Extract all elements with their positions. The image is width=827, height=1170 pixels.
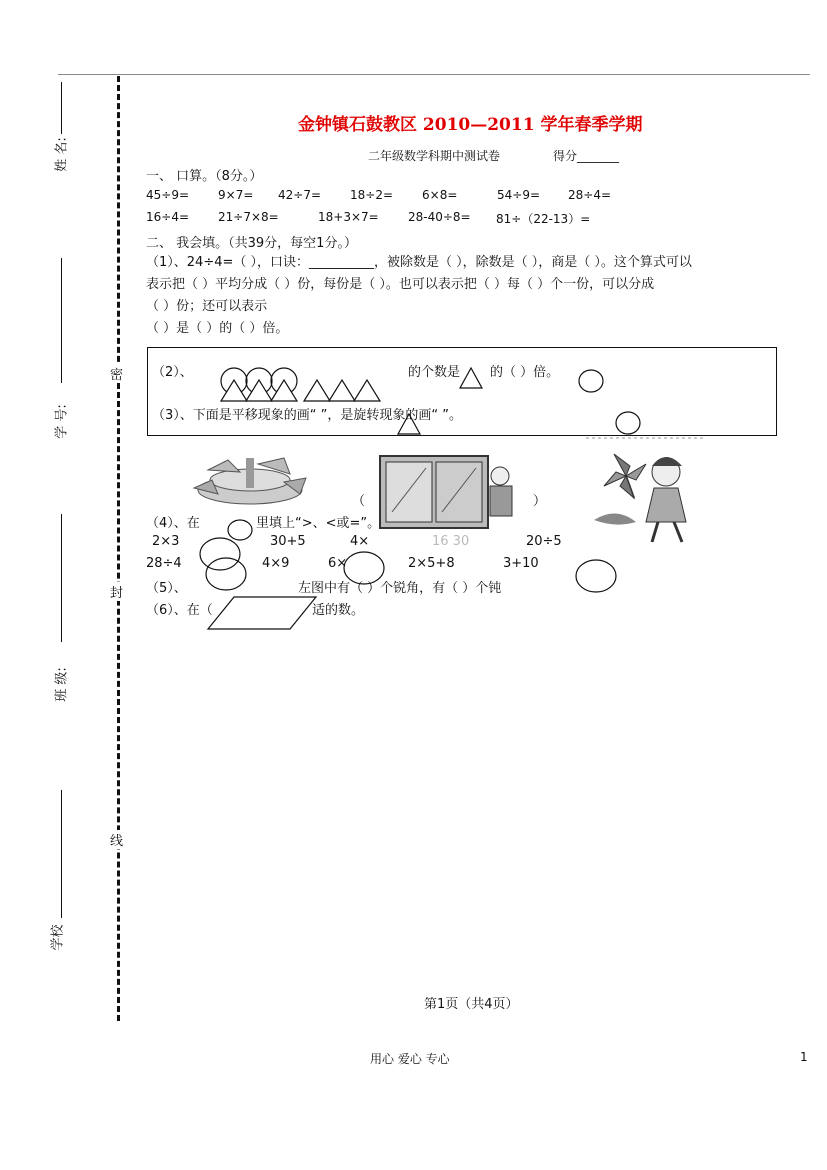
calc-item: 18÷2= [350, 188, 394, 202]
section2-heading: 二、 我会填。（共39分，每空1分。） [146, 236, 357, 251]
score-label: 得分_______ [553, 149, 620, 163]
class-underline [61, 514, 62, 642]
q2-middle: 的个数是 [408, 365, 461, 380]
q1-line2: 表示把（ ）平均分成（ ）份，每份是（ ）。也可以表示把（ ）每（ ）个一份，可以分成 [146, 277, 655, 292]
number-label: 学 号: [54, 404, 70, 439]
compare-item: 6× [328, 556, 348, 571]
parallelogram-figure [206, 594, 318, 632]
school-underline [61, 790, 62, 918]
q1-line3: （ ）份；还可以表示 [146, 299, 268, 314]
compare-item: 30+5 [270, 534, 306, 549]
number-underline [61, 258, 62, 383]
exam-title: 金钟镇石鼓教区 2010—2011 学年春季学期 [298, 115, 643, 135]
circles-and-triangles-figure [216, 364, 386, 404]
top-rule [58, 74, 810, 75]
q5-text-b: 左图中有（ ）个锐角，有（ ）个钝 [298, 581, 502, 596]
seal-char-mi: 密 [110, 364, 123, 383]
calc-item: 54÷9= [497, 188, 541, 202]
class-label: 班 级: [54, 667, 70, 702]
compare-item: 28÷4 [146, 556, 182, 571]
q6-text-b: 适的数。 [312, 603, 365, 618]
exam-subtitle: 二年级数学科期中测试卷 [368, 149, 501, 163]
compare-item: 4×9 [262, 556, 290, 571]
q4-text-a: （4）、在 [146, 516, 200, 531]
pinwheel-girl-picture [586, 436, 706, 548]
q3-paren-right: ） [533, 494, 547, 509]
triangle-icon [396, 412, 422, 436]
compare-item: 3+10 [503, 556, 539, 571]
circle-icon [204, 556, 248, 592]
calc-item: 16÷4= [146, 210, 190, 224]
q2-prefix: （2）、 [152, 365, 193, 380]
calc-item: 45÷9= [146, 188, 190, 202]
q5-text-a: （5）、 [146, 581, 187, 596]
compare-item: 16 30 [432, 534, 470, 549]
sliding-window-picture [378, 452, 518, 532]
calc-item: 9×7= [218, 188, 254, 202]
seal-char-xian: 线 [110, 830, 123, 849]
section1-heading: 一、 口算。（8分。） [146, 169, 263, 184]
q1-line1: （1）、24÷4=（ ），口诀：__________，被除数是（ ），除数是（ ），商是（ ）。这个算式可以 [146, 255, 692, 270]
seal-char-feng: 封 [110, 582, 123, 601]
compare-item: 4× [350, 534, 370, 549]
calc-item: 28÷4= [568, 188, 612, 202]
q3-text: （3）、下面是平移现象的画“ ”，是旋转现象的画“ ”。 [152, 408, 462, 423]
q1-line4: （ ）是（ ）的（ ）倍。 [146, 321, 289, 336]
triangle-icon [458, 366, 484, 390]
q3-paren-left: （ [352, 494, 366, 509]
calc-item: 81÷（22-13）= [496, 212, 591, 226]
q6-text-a: （6）、在（ [146, 603, 213, 618]
q4-text-b: 里填上“>、<或=”。 [256, 516, 381, 531]
circle-icon [614, 410, 642, 436]
compare-item: 2×5+8 [408, 556, 455, 571]
compare-item: 20÷5 [526, 534, 562, 549]
calc-item: 6×8= [422, 188, 458, 202]
compare-item: 2×3 [152, 534, 180, 549]
binding-dashed-line [117, 76, 120, 1021]
school-label: 学校 [50, 924, 66, 951]
q2-suffix: 的（ ）倍。 [490, 365, 560, 380]
footer-motto: 用心 爱心 专心 [370, 1052, 450, 1066]
calc-item: 42÷7= [278, 188, 322, 202]
calc-item: 21÷7×8= [218, 210, 279, 224]
name-label: 姓 名: [54, 137, 70, 172]
calc-item: 28-40÷8= [408, 210, 471, 224]
page-indicator: 第1页（共4页） [424, 997, 519, 1012]
circle-icon [574, 558, 618, 594]
carousel-picture [188, 450, 312, 508]
calc-item: 18+3×7= [318, 210, 379, 224]
circle-icon [577, 368, 605, 394]
page-number: 1 [800, 1050, 808, 1064]
